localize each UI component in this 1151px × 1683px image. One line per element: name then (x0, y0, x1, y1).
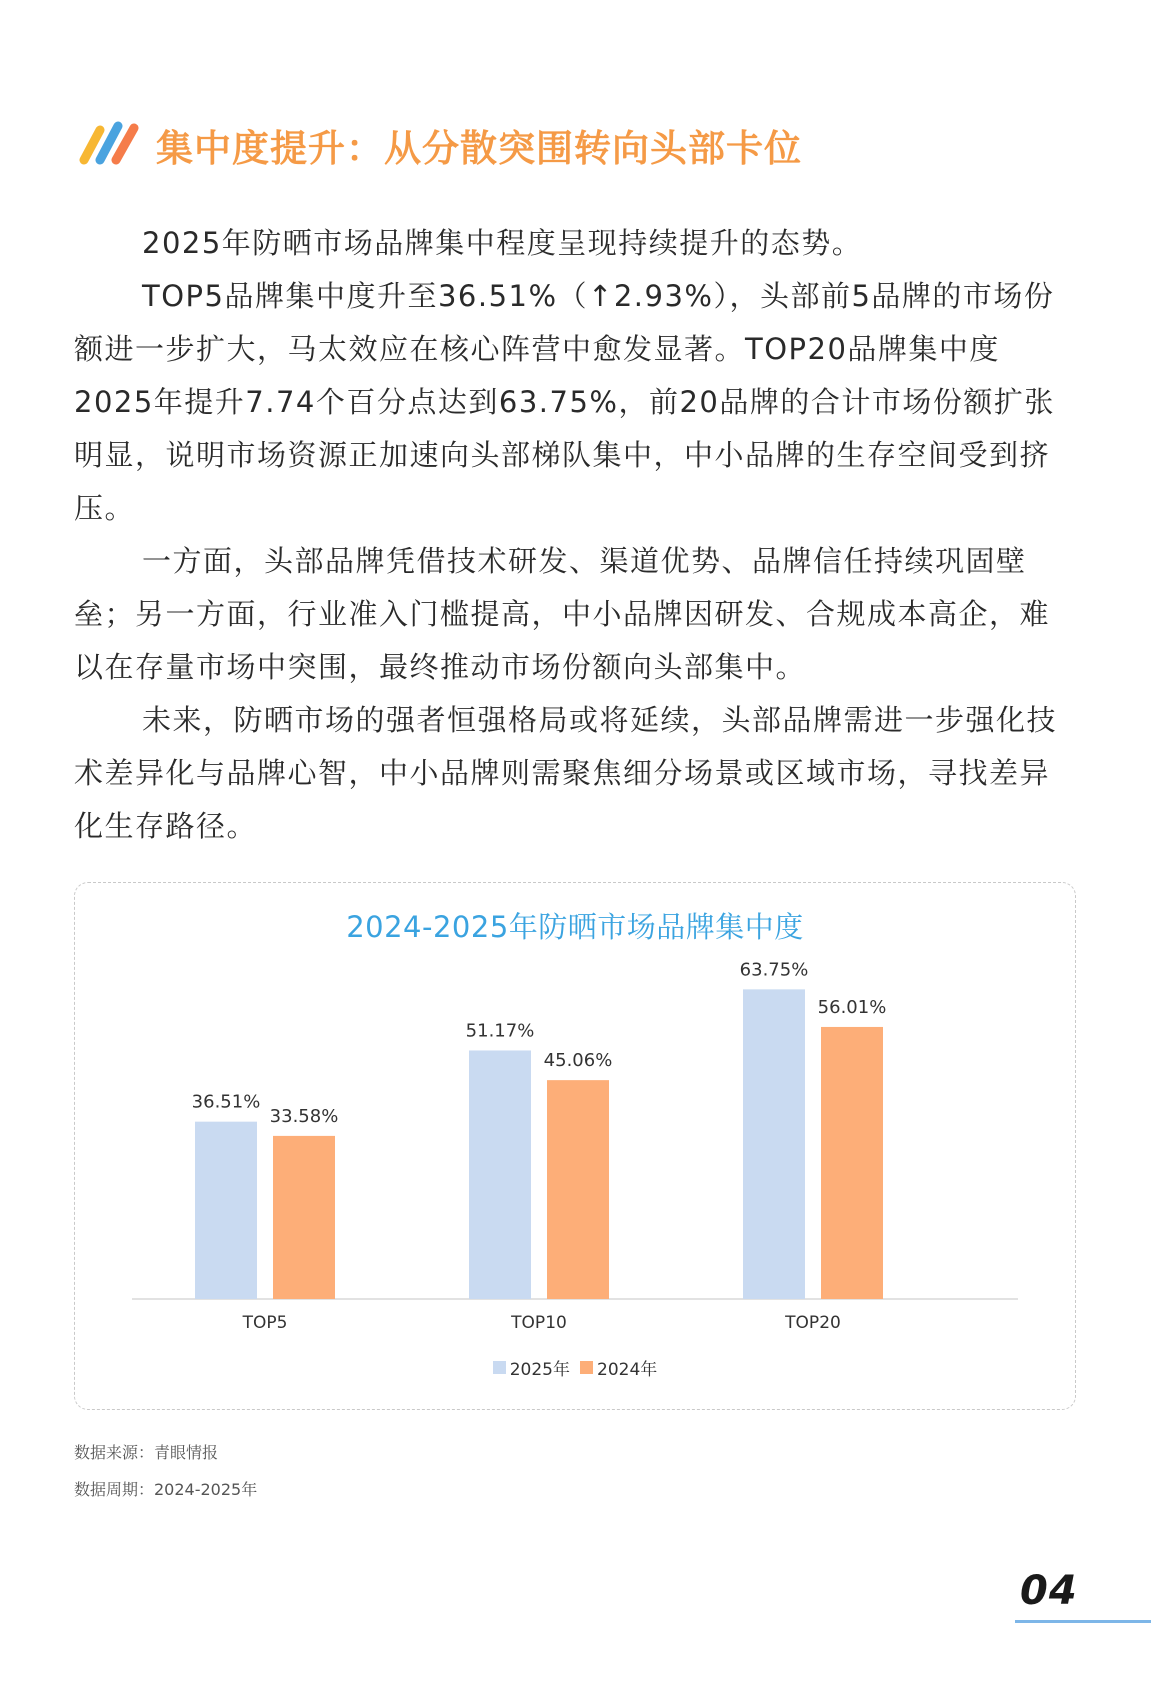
x-tick-label: TOP5 (242, 1313, 288, 1333)
data-label: 51.17% (465, 1020, 535, 1042)
paragraph: TOP5品牌集中度升至36.51%（↑2.93%），头部前5品牌的市场份额进一步扩大，马太效应在核心阵营中愈发显著。TOP20品牌集中度2025年提升7.74个百分点达到63.75%，前20品牌的合计市场份额扩张明显，说明市场资源正加速向头部梯队集中，中小品牌的生存空间受到挤压。 (74, 279, 1055, 525)
bar-chart (75, 883, 1077, 1411)
data-period-note: 数据周期：2024-2025年 (74, 1480, 258, 1499)
data-label: 56.01% (817, 996, 887, 1018)
footnotes (74, 1440, 257, 1514)
legend-label: 2024年 (597, 1360, 658, 1380)
chart-title: 2024-2025年防晒市场品牌集中度 (346, 910, 804, 944)
data-label: 45.06% (543, 1050, 613, 1072)
x-tick-label: TOP20 (785, 1313, 841, 1333)
bar-top10-2024 (547, 1080, 609, 1299)
chart-legend (75, 1355, 1075, 1380)
paragraph: 未来，防晒市场的强者恒强格局或将延续，头部品牌需进一步强化技术差异化与品牌心智，中小品牌则需聚焦细分场景或区域市场，寻找差异化生存路径。 (74, 703, 1058, 843)
paragraph: 一方面，头部品牌凭借技术研发、渠道优势、品牌信任持续巩固壁垒；另一方面，行业准入门槛提高，中小品牌因研发、合规成本高企，难以在存量市场中突围，最终推动市场份额向头部集中。 (74, 544, 1051, 684)
data-label: 36.51% (191, 1091, 261, 1113)
x-tick-label: TOP10 (511, 1313, 567, 1333)
section-title: 集中度提升：从分散突围转向头部卡位 (156, 127, 802, 170)
legend-label: 2025年 (509, 1360, 570, 1380)
legend-item-2025 (493, 1355, 570, 1380)
body-text (74, 217, 1078, 853)
data-label: 33.58% (269, 1105, 339, 1127)
section-heading (78, 118, 802, 172)
legend-item-2024 (580, 1355, 657, 1380)
bar-top10-2025 (469, 1050, 531, 1299)
bar-top5-2024 (273, 1136, 335, 1299)
page-number-underline (1015, 1620, 1151, 1623)
data-source-note: 数据来源：青眼情报 (74, 1443, 219, 1462)
bar-top20-2025 (743, 989, 805, 1299)
page-number: 04 (1020, 1568, 1078, 1614)
paragraph: 2025年防晒市场品牌集中程度呈现持续提升的态势。 (142, 226, 863, 260)
legend-swatch (493, 1361, 506, 1374)
legend-swatch (580, 1361, 593, 1374)
data-label: 63.75% (739, 959, 809, 981)
brand-stripes-icon (78, 120, 142, 170)
chart-container (74, 882, 1076, 1410)
bar-top20-2024 (821, 1027, 883, 1299)
bar-top5-2025 (195, 1122, 257, 1299)
